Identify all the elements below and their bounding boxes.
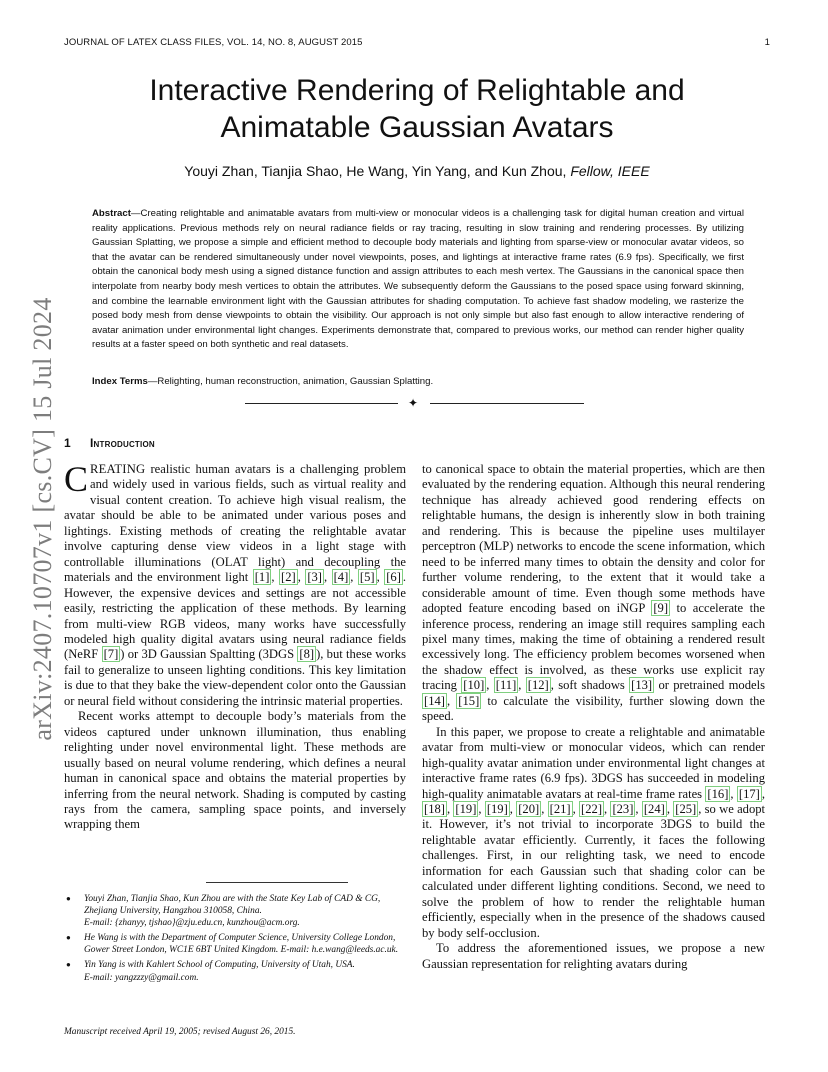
author-list <box>64 163 770 179</box>
footnote-affiliation: He Wang is with the Department of Computer Science, University College London, Gower Street London, WC1E 6BT United Kingdom. E-mail: h.e.wang@leeds.ac.uk. <box>84 933 399 956</box>
text: In this paper, we propose to create a relightable and animatable avatar from multi-view or monocular videos, which can render high-quality avatar animation under environmental light changes at interactive frame rates (6.9 fps). 3DGS has succeeded in modeling high-quality animatable avatars at real-time frame rates <box>422 724 765 801</box>
drop-cap: C <box>64 459 89 499</box>
title-line-2: Animatable Gaussian Avatars <box>220 111 614 144</box>
citation-link[interactable]: [19] <box>455 801 477 816</box>
separator-diamond-icon: ✦ <box>408 396 419 410</box>
citation-link[interactable]: [8] <box>299 647 315 662</box>
paragraph <box>422 725 765 941</box>
footnote-email: E-mail: {zhanyy, tjshao}@zju.edu.cn, kunzhou@acm.org. <box>84 918 300 929</box>
citation-link[interactable]: [2] <box>281 570 296 585</box>
text: , <box>666 801 674 816</box>
text: , <box>604 801 611 816</box>
citation-link[interactable]: [5] <box>359 570 375 585</box>
text: , <box>478 801 485 816</box>
text: , <box>730 786 737 801</box>
index-terms-text: —Relighting, human reconstruction, animation, Gaussian Splatting. <box>147 376 434 387</box>
citation-link[interactable]: [19] <box>486 801 508 816</box>
manuscript-note: Manuscript received April 19, 2005; revised August 26, 2015. <box>64 1027 296 1037</box>
author-suffix: Fellow, IEEE <box>570 163 650 179</box>
abstract-text: —Creating relightable and animatable avatars from multi-view or monocular videos is a challenging task for digital human creation and virtual reality applications. Previous methods rely on neural radiance fields or ray tracing, resulting in slow training and rendering processes. By utilizing Gaussian Splatting, we propose a simple and efficient method to decouple body materials and lighting from sparse-view or monocular avatar videos, so that the avatar can be rendered simultaneously under novel viewpoints, poses, and lightings at interactive frame rates (6.9 fps). Specifically, we first obtain the canonical body mesh using a signed distance function and assign attributes to each mesh vertex. The Gaussians in the canonical space then interpolate from nearby body mesh vertices to obtain the attributes. We subsequently deform the Gaussians to the posed space using forward skinning, and combine the learnable environment light with the Gaussian attributes for shading computation. To achieve fast shadow modeling, we rasterize the posed body mesh from dense viewpoints to obtain the visibility. Our approach is not only simple but also fast enough to allow interactive rendering of avatar animation under environmental light changes. Experiments demonstrate that, compared to previous works, our method can render higher quality results at a faster speed on both synthetic and real datasets. <box>92 208 744 351</box>
arxiv-id: arXiv:2407.10707v1 [cs.CV] 15 Jul 2024 <box>28 297 57 741</box>
bullet-icon: ● <box>66 933 71 943</box>
journal-name: JOURNAL OF LATEX CLASS FILES, VOL. 14, NO. 8, AUGUST 2015 <box>64 37 363 48</box>
text: , <box>446 801 454 816</box>
section-number: 1 <box>64 436 71 450</box>
citation-link[interactable]: [14] <box>424 693 445 708</box>
text: realistic human avatars is a challenging problem and widely used in various fields, such as virtual reality and visual content creation. To achieve high visual realism, the avatar should be able to be animated under various poses and lightings. Existing methods of creating the relightable avatar involve capturing dense view videos in a light stage with controllable illuminations (OLAT light) and decoupling the materials and the environment light <box>64 462 406 585</box>
footnote-rule <box>206 882 348 883</box>
citation-link[interactable]: [15] <box>458 693 480 708</box>
text: , <box>446 693 457 708</box>
citation-link[interactable]: [3] <box>307 570 322 585</box>
citation-link[interactable]: [12] <box>527 678 549 693</box>
citation-link[interactable]: [25] <box>675 801 697 816</box>
abstract <box>92 207 744 353</box>
citation-link[interactable]: [21] <box>549 801 571 816</box>
text: ) or 3D Gaussian Spaltting (3DGS <box>120 647 298 662</box>
text: , <box>297 570 306 585</box>
separator-line-left <box>245 403 398 404</box>
paragraph <box>64 459 407 709</box>
citation-link[interactable]: [13] <box>631 678 653 693</box>
citation-link[interactable]: [1] <box>254 570 270 585</box>
text: , so we adopt it. However, it’s not trivial to incorporate 3DGS to build the relightable avatar efficiently. Currently, it faces the following challenges. First, in our relighting task, we need to encode information for each Gaussian such that shading color can be calculated under different lighting conditions. Second, we need to solve the problem of how to render the relightable human efficiently, especially when in the presence of the shadows caused by body self-occlusion. <box>422 801 766 940</box>
paper-title <box>64 72 770 146</box>
text: , <box>376 570 385 585</box>
text: ), but these works fail to generalize to unseen lighting conditions. This key limitation is due to that they bake the view-dependent color onto the Gaussian or neural field without considering the intrinsic material properties. <box>64 647 407 708</box>
right-column <box>422 462 765 972</box>
citation-link[interactable]: [24] <box>643 801 665 816</box>
citation-link[interactable]: [11] <box>495 678 517 693</box>
bullet-icon: ● <box>66 894 71 903</box>
section-heading <box>64 436 155 450</box>
citation-link[interactable]: [6] <box>386 570 401 585</box>
arxiv-watermark <box>22 294 64 744</box>
text: to calculate the visibility, further slowing down the speed. <box>422 693 765 724</box>
text: to accelerate the inference process, rendering an image still requires sampling each pixel many times, making the time of obtaining a rendered result excessively long. The efficiency problem becomes worsened when the shadow effect is involved, as these works use explicit ray tracing <box>422 601 765 693</box>
text: , soft shadows <box>550 678 630 693</box>
running-header <box>64 37 770 48</box>
footnote-affiliation: Yin Yang is with Kahlert School of Computing, University of Utah, USA. <box>84 960 355 971</box>
footnote-item <box>64 932 408 956</box>
citation-link[interactable]: [18] <box>424 801 445 816</box>
citation-link[interactable]: [7] <box>103 647 119 662</box>
text: , <box>350 570 358 585</box>
text: , <box>509 801 517 816</box>
footnote-item <box>64 893 408 929</box>
text: . However, the expensive devices and settings are not accessible easily, restricting the application of these methods. By learning from multi-view RGB videos, many works have successfully modeled high quality digital avatars using neural radiance fields (NeRF <box>64 570 407 662</box>
paragraph <box>422 462 765 725</box>
text: , <box>572 801 580 816</box>
page-number: 1 <box>764 37 770 48</box>
index-terms-label: Index Terms <box>92 376 148 387</box>
text: to canonical space to obtain the material properties, which are then evaluated by the rendering equation. Although this neural rendering technique has already achieved good rendering effects on relightable humans, the design is inherently slow in both training and rendering. This is because the pipeline uses multilayer perceptron (MLP) networks to encode the scene information, which need to be inferred many times to obtain the density and color for further volume rendering, to the extent that it would take a considerable amount of time. Even though some methods have adopted feature encoding based on iNGP <box>422 462 765 616</box>
section-title: Introduction <box>90 436 155 450</box>
citation-link[interactable]: [16] <box>707 786 729 801</box>
title-line-1: Interactive Rendering of Relightable and <box>149 74 685 107</box>
text: , <box>518 678 526 693</box>
text: or pretrained models <box>654 678 766 693</box>
separator-line-right <box>430 403 584 404</box>
author-names: Youyi Zhan, Tianjia Shao, He Wang, Yin Yang, and Kun Zhou, <box>184 163 567 179</box>
index-terms <box>92 375 744 389</box>
text: , <box>635 801 642 816</box>
abstract-label: Abstract <box>92 208 131 219</box>
left-column <box>64 459 407 833</box>
footnotes <box>64 893 408 987</box>
citation-link[interactable]: [4] <box>333 570 349 585</box>
citation-link[interactable]: [9] <box>653 601 669 616</box>
text: , <box>761 786 766 801</box>
paragraph: To address the aforementioned issues, we propose a new Gaussian representation for relighting avatars during <box>422 941 765 971</box>
citation-link[interactable]: [23] <box>612 801 634 816</box>
text: , <box>271 570 280 585</box>
paragraph: Recent works attempt to decouple body’s materials from the videos captured under unknown illumination, thus enabling relighting under novel environmental light. These methods are usually based on neural volume rendering, which defines a neural human in canonical space and obtains the material properties by inferring from the neural network. Shading is computed by casting rays from the camera, sampling space points, and inversely wrapping them <box>64 709 406 832</box>
bullet-icon: ● <box>66 960 71 970</box>
citation-link[interactable]: [17] <box>738 786 760 801</box>
text: , <box>541 801 548 816</box>
citation-link[interactable]: [22] <box>581 801 603 816</box>
footnote-affiliation: Youyi Zhan, Tianjia Shao, Kun Zhou are with the State Key Lab of CAD & CG, Zhejiang University, Hangzhou 310058, China. <box>84 894 381 917</box>
citation-link[interactable]: [20] <box>518 801 540 816</box>
footnote-email: E-mail: yangzzzy@gmail.com. <box>84 972 199 983</box>
lead-in: REATING <box>90 462 146 476</box>
citation-link[interactable]: [10] <box>463 678 485 693</box>
text: , <box>486 678 494 693</box>
footnote-item <box>64 959 408 983</box>
text: , <box>324 570 332 585</box>
